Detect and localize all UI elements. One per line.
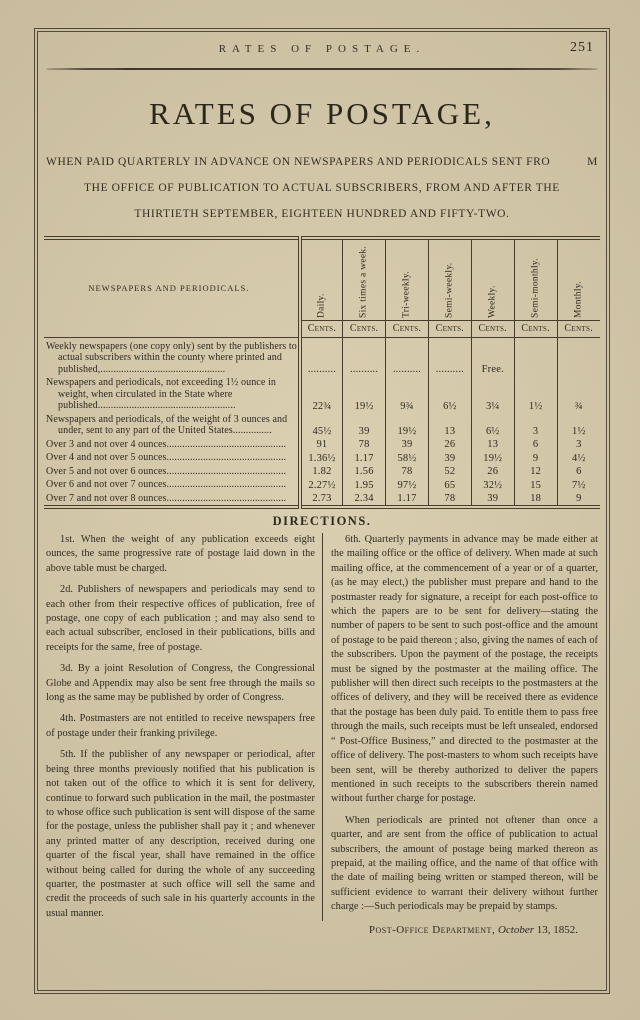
cell-value: 58½ bbox=[386, 451, 429, 465]
table-row bbox=[44, 376, 600, 413]
footer-date: 13, 1852. bbox=[536, 924, 578, 937]
cell-value: 1.17 bbox=[386, 492, 429, 508]
running-head bbox=[44, 40, 600, 60]
cell-value: 45½ bbox=[300, 413, 343, 438]
cell-value: 6 bbox=[557, 465, 600, 479]
cents-label: Cents. bbox=[300, 320, 343, 337]
cell-value: ¾ bbox=[557, 376, 600, 413]
page-title: RATES OF POSTAGE, bbox=[149, 96, 495, 131]
table-row bbox=[44, 492, 600, 508]
footer-date-month: October bbox=[497, 924, 534, 937]
cell-value: 13 bbox=[428, 413, 471, 438]
cell-value bbox=[557, 337, 600, 376]
cents-label: Cents. bbox=[343, 320, 386, 337]
cell-value: 78 bbox=[343, 438, 386, 452]
page-frame bbox=[34, 28, 610, 994]
cell-value: 3 bbox=[557, 438, 600, 452]
document-footer bbox=[44, 924, 600, 936]
running-head-title: RATES OF POSTAGE. bbox=[218, 43, 426, 55]
row-label: Newspapers and periodicals, of the weight of 3 ounces and under, sent to any part of the United States............... bbox=[46, 413, 288, 436]
cell-value: 26 bbox=[428, 438, 471, 452]
cell-value: 6½ bbox=[428, 376, 471, 413]
table-row bbox=[44, 451, 600, 465]
cell-value: 18 bbox=[514, 492, 557, 508]
cell-value: 1.95 bbox=[343, 478, 386, 492]
cell-value: 1.17 bbox=[343, 451, 386, 465]
row-label: Over 6 and not over 7 ounces.............................................. bbox=[46, 479, 287, 490]
cell-value: 3 bbox=[514, 413, 557, 438]
cell-value: 2.73 bbox=[300, 492, 343, 508]
cell-value: 6 bbox=[514, 438, 557, 452]
table-row bbox=[44, 465, 600, 479]
column-header-tri-weekly: Tri-weekly. bbox=[386, 238, 429, 320]
cell-value: 1½ bbox=[557, 413, 600, 438]
table-row bbox=[44, 438, 600, 452]
cell-value: 4½ bbox=[557, 451, 600, 465]
cents-label: Cents. bbox=[514, 320, 557, 337]
cell-value: 12 bbox=[514, 465, 557, 479]
cell-value: 19½ bbox=[471, 451, 514, 465]
cents-label: Cents. bbox=[386, 320, 429, 337]
cell-value: .......... bbox=[428, 337, 471, 376]
table-label-header: NEWSPAPERS AND PERIODICALS. bbox=[44, 238, 300, 337]
cell-value: 39 bbox=[343, 413, 386, 438]
cell-value: 1.36½ bbox=[300, 451, 343, 465]
cents-label: Cents. bbox=[557, 320, 600, 337]
cell-value: 6½ bbox=[471, 413, 514, 438]
table-row bbox=[44, 337, 600, 376]
cell-value: 3¼ bbox=[471, 376, 514, 413]
subtitle bbox=[44, 149, 600, 227]
table-row bbox=[44, 478, 600, 492]
cell-value: 91 bbox=[300, 438, 343, 452]
directions-right-column bbox=[322, 533, 600, 921]
row-label: Over 5 and not over 6 ounces.............................................. bbox=[46, 465, 287, 477]
cell-value: 65 bbox=[428, 478, 471, 492]
direction-paragraph-7: When periodicals are printed not oftener than once a quarter, and are sent from the office of publication to actual subscribers, the amount of postage being marked thereon as prepaid, at the mailing office, and the name of that office with the date of mailing being written or stamped thereon, will be sufficient evidence to warrant their delivery without further charge :—Such periodicals may be prepaid by stamps. bbox=[331, 814, 598, 913]
directions-columns bbox=[44, 533, 600, 921]
column-header-semi-monthly: Semi-monthly. bbox=[514, 238, 557, 320]
cell-value: 9 bbox=[514, 451, 557, 465]
direction-paragraph-3: 3d. By a joint Resolution of Congress, the Congressional Globe and Appendix may also be sent free through the mails so long as the same may be published by order of Congress. bbox=[46, 663, 315, 704]
cell-value: 39 bbox=[428, 451, 471, 465]
postage-rates-table bbox=[44, 236, 600, 509]
cell-value: 78 bbox=[428, 492, 471, 508]
cell-value: .......... bbox=[343, 337, 386, 376]
direction-paragraph-2: 2d. Publishers of newspapers and periodicals may send to each other from their respective offices of publication, free of postage, one copy of each publication ; and may also send to each actual subscriber, enclosed in their publications, bills and receipts for the same, free of postage. bbox=[46, 584, 315, 653]
directions-left-column bbox=[44, 533, 322, 921]
cell-value: 32½ bbox=[471, 478, 514, 492]
cell-value bbox=[514, 337, 557, 376]
cell-value: 19½ bbox=[343, 376, 386, 413]
column-header-monthly: Monthly. bbox=[557, 238, 600, 320]
column-header-weekly: Weekly. bbox=[471, 238, 514, 320]
row-label: Newspapers and periodicals, not exceeding 1½ ounce in weight, when circulated in the State where published..................................................... bbox=[46, 377, 276, 411]
cell-value: 2.27½ bbox=[300, 478, 343, 492]
cents-label: Cents. bbox=[428, 320, 471, 337]
direction-paragraph-1: 1st. When the weight of any publication exceeds eight ounces, the same progressive rate of postage laid down in the above table must be charged. bbox=[46, 534, 315, 574]
table-row bbox=[44, 413, 600, 438]
cell-value: 2.34 bbox=[343, 492, 386, 508]
cell-value: Free. bbox=[471, 337, 514, 376]
direction-paragraph-6: 6th. Quarterly payments in advance may be made either at the mailing office or the office of delivery. When made at such mailing office, at the commencement of a year or of a quarter, (as he may elect,) the publisher must prepare and hand to the postmaster ready for signature, a receipt for each post-office to which the papers are to be sent for delivery—stating the number of papers to be sent to such post-office and the amount of postage to be paid thereon ; also, giving the names of each of the subscribers. Upon the payment of the postage, the receipts must be signed by the postmaster at the mailing office. The publisher will then direct such receipts to the postmasters at the offices of delivery, and they will be received there as evidence that the postage has been duly paid. To entitle them to pass free through the mails, such receipts must be left unsealed, endorsed “ Post-Office Business,” and directed to the postmaster at the office of delivery. The post-masters to whom such receipts have been sent, will be thereby authorized to deliver the papers mentioned in such receipts to the subscribers therein named without further charge for postage. bbox=[331, 534, 598, 805]
page-number: 251 bbox=[570, 40, 594, 55]
column-header-six-times: Six times a week. bbox=[343, 238, 386, 320]
row-label: Weekly newspapers (one copy only) sent by the publishers to actual subscribers within the county where printed and published,................................................ bbox=[46, 340, 297, 375]
cell-value: .......... bbox=[300, 337, 343, 376]
page-frame-inner bbox=[37, 31, 607, 991]
head-rule bbox=[46, 68, 598, 70]
column-header-daily: Daily. bbox=[300, 238, 343, 320]
direction-paragraph-5: 5th. If the publisher of any newspaper or periodical, after being three months previously notified that his publication is not taken out of the office to which it is sent for delivery, continue to forward such publication in the mail, the postmaster to whose office such publication is sent will dispose of the same for the postage, unless the publisher shall pay it ; and whenever any printed matter of any description, received during one quarter of the fiscal year, shall have remained in the office without being called for during the whole of any succeeding quarter, the postmaster at such office will sell the same and credit the proceeds of such sale in his quarterly accounts in the usual manner. bbox=[46, 749, 315, 919]
row-label: Over 3 and not over 4 ounces.............................................. bbox=[46, 438, 287, 450]
cell-value: 39 bbox=[386, 438, 429, 452]
cell-value: 15 bbox=[514, 478, 557, 492]
subtitle-line-3: THIRTIETH SEPTEMBER, EIGHTEEN HUNDRED AND FIFTY-TWO. bbox=[134, 208, 510, 220]
footer-department: Post-Office Department, bbox=[368, 924, 496, 937]
row-label: Over 7 and not over 8 ounces.............................................. bbox=[46, 492, 287, 504]
cell-value: 1½ bbox=[514, 376, 557, 413]
cell-value: 1.82 bbox=[300, 465, 343, 479]
subtitle-line-1 bbox=[44, 149, 600, 175]
cell-value: 39 bbox=[471, 492, 514, 508]
cell-value: 13 bbox=[471, 438, 514, 452]
subtitle-line-2: THE OFFICE OF PUBLICATION TO ACTUAL SUBSCRIBERS, FROM AND AFTER THE bbox=[84, 182, 560, 194]
cell-value: 1.56 bbox=[343, 465, 386, 479]
row-label: Over 4 and not over 5 ounces.............................................. bbox=[46, 452, 287, 463]
cell-value: 7½ bbox=[557, 478, 600, 492]
direction-paragraph-4: 4th. Postmasters are not entitled to receive newspapers free of postage under their franking privilege. bbox=[46, 713, 315, 739]
column-header-semi-weekly: Semi-weekly. bbox=[428, 238, 471, 320]
directions-heading: DIRECTIONS. bbox=[272, 514, 372, 528]
cell-value: 22¾ bbox=[300, 376, 343, 413]
subtitle-line-1-tail: M bbox=[587, 156, 598, 168]
cell-value: 97½ bbox=[386, 478, 429, 492]
cell-value: .......... bbox=[386, 337, 429, 376]
cell-value: 26 bbox=[471, 465, 514, 479]
cell-value: 19½ bbox=[386, 413, 429, 438]
cell-value: 9¾ bbox=[386, 376, 429, 413]
cell-value: 52 bbox=[428, 465, 471, 479]
cell-value: 9 bbox=[557, 492, 600, 508]
subtitle-line-1-text: WHEN PAID QUARTERLY IN ADVANCE ON NEWSPAPERS AND PERIODICALS SENT FRO bbox=[46, 156, 551, 168]
cell-value: 78 bbox=[386, 465, 429, 479]
cents-label: Cents. bbox=[471, 320, 514, 337]
